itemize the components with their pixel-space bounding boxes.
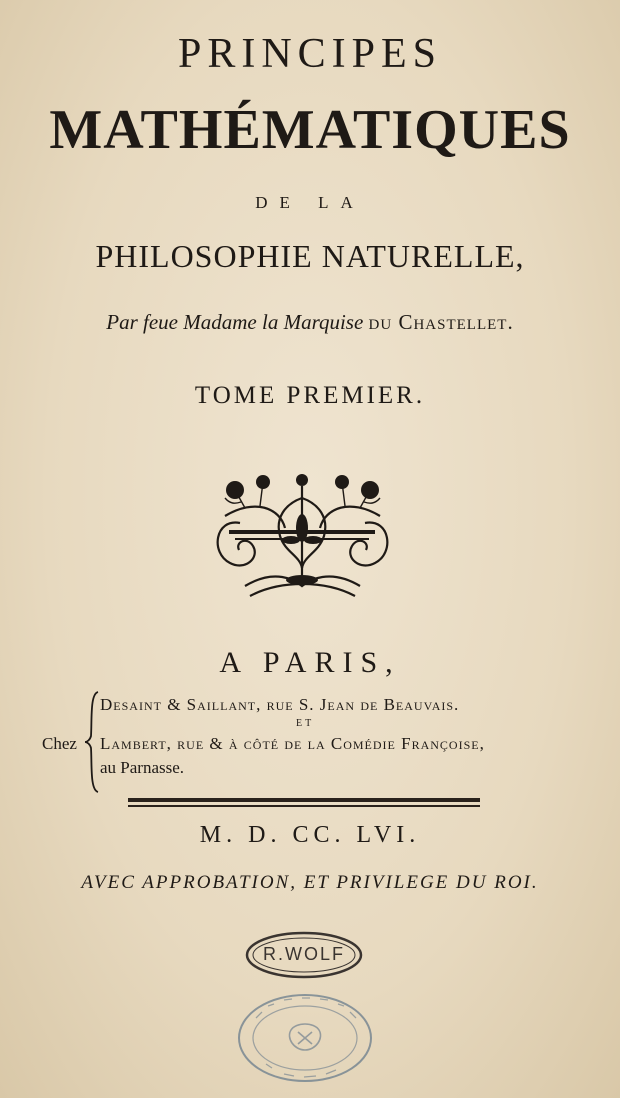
author-name: du Chastellet. — [368, 310, 514, 334]
title-line-mathematiques: MATHÉMATIQUES — [49, 99, 571, 161]
volume-label: TOME PREMIER. — [194, 382, 426, 409]
author-line — [0, 310, 620, 335]
title-line-de-la: DE LA — [255, 193, 365, 212]
publisher-et: ET — [296, 718, 315, 729]
title-line-philosophie: PHILOSOPHIE NATURELLE, — [95, 238, 525, 274]
brace-icon — [84, 690, 100, 794]
author-prefix: Par feue Madame la Marquise — [106, 310, 364, 334]
publisher-line-1: Desaint & Saillant, rue S. Jean de Beauvais. — [100, 695, 460, 714]
title-line-principes: PRINCIPES — [177, 31, 443, 77]
publisher-chez: Chez — [42, 734, 77, 753]
library-stamp-icon — [236, 992, 374, 1084]
place-of-publication: A PARIS, — [219, 646, 401, 679]
publisher-line-3: au Parnasse. — [100, 758, 185, 777]
owner-stamp-text: R.WOLF — [263, 944, 345, 964]
floral-ornament-icon — [205, 468, 400, 613]
publisher-line-2: Lambert, rue & à côté de la Comédie Françoise, — [100, 734, 485, 753]
publication-date: M. D. CC. LVI. — [199, 822, 421, 848]
double-rule-thick — [128, 798, 480, 802]
double-rule-thin — [128, 805, 480, 807]
approbation-line: AVEC APPROBATION, ET PRIVILEGE DU ROI. — [81, 872, 539, 893]
